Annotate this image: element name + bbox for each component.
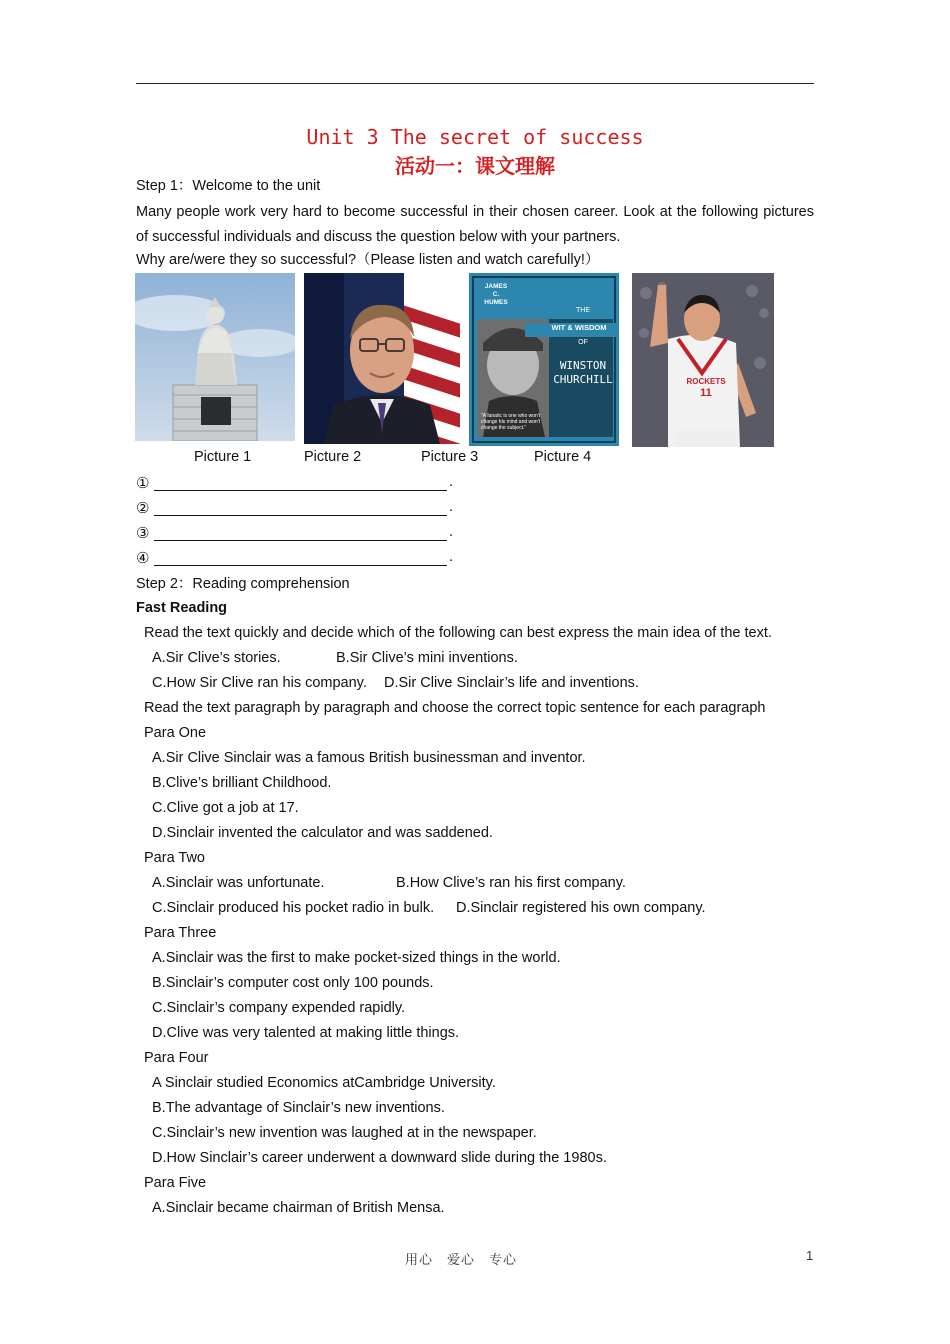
para-three-option-b: B.Sinclair’s computer cost only 100 pounds.	[152, 975, 434, 991]
header-rule	[136, 83, 814, 84]
page-number: 1	[806, 1248, 814, 1263]
activity-title: 活动一：课文理解	[395, 154, 555, 178]
blank-number: ②	[136, 499, 150, 517]
para-four-option-c: C.Sinclair’s new invention was laughed at in the newspaper.	[152, 1125, 537, 1141]
answer-blank-1[interactable]	[136, 474, 454, 496]
para-two-option-d: D.Sinclair registered his own company.	[456, 900, 706, 916]
blank-period: .	[449, 499, 454, 515]
unit-title: Unit 3 The secret of success	[306, 125, 644, 149]
book-quote: "A fanatic is one who won't change his mind and won't change the subject."	[481, 413, 541, 431]
q1-option-a: A.Sir Clive’s stories.	[152, 650, 281, 666]
para-one-label: Para One	[144, 725, 207, 741]
q1-option-c: C.How Sir Clive ran his company.	[152, 675, 367, 691]
answer-blank-4[interactable]	[136, 549, 454, 571]
blank-number: ①	[136, 474, 150, 492]
para-one-option-a: A.Sir Clive Sinclair was a famous British businessman and inventor.	[152, 750, 586, 766]
jersey-team: ROCKETS	[686, 377, 726, 386]
question-2: Read the text paragraph by paragraph and choose the correct topic sentence for each paragraph	[144, 700, 766, 716]
q1-option-b: B.Sir Clive’s mini inventions.	[336, 650, 518, 666]
picture-1-image	[135, 273, 295, 441]
step1-intro: Many people work very hard to become successful in their chosen career. Look at the following pictures of successful individuals and discuss the question below with your partners.	[136, 204, 814, 245]
basketball-player-illustration	[632, 273, 774, 447]
para-three-label: Para Three	[144, 925, 217, 941]
para-one-option-b: B.Clive’s brilliant Childhood.	[152, 775, 332, 791]
book-title-line: WIT & WISDOM	[551, 323, 607, 332]
para-five-option-a: A.Sinclair became chairman of British Mensa.	[152, 1200, 445, 1216]
para-five-label: Para Five	[144, 1175, 207, 1191]
para-three-option-a: A.Sinclair was the first to make pocket-sized things in the world.	[152, 950, 561, 966]
q1-option-d: D.Sir Clive Sinclair’s life and inventions.	[384, 675, 639, 691]
para-four-option-b: B.The advantage of Sinclair’s new inventions.	[152, 1100, 445, 1116]
picture-2-caption: Picture 2	[304, 449, 362, 465]
para-three-option-c: C.Sinclair’s company expended rapidly.	[152, 1000, 406, 1016]
step1-heading: Step 1：Welcome to the unit	[136, 178, 321, 194]
blank-underline[interactable]	[154, 565, 447, 566]
answer-blank-2[interactable]	[136, 499, 454, 521]
question-1: Read the text quickly and decide which of the following can best express the main idea of the text.	[144, 625, 772, 641]
blank-number: ④	[136, 549, 150, 567]
footer-motto: 用心 爱心 专心	[404, 1253, 517, 1268]
fast-reading-heading: Fast Reading	[136, 600, 228, 616]
picture-4-caption: Picture 4	[534, 449, 592, 465]
blank-underline[interactable]	[154, 490, 447, 491]
blank-underline[interactable]	[154, 515, 447, 516]
para-four-option-a: A Sinclair studied Economics atCambridge University.	[152, 1075, 496, 1091]
para-four-option-d: D.How Sinclair’s career underwent a downward slide during the 1980s.	[152, 1150, 607, 1166]
book-author: JAMES C. HUMES	[484, 283, 508, 306]
para-two-option-a: A.Sinclair was unfortunate.	[152, 875, 325, 891]
para-two-option-b: B.How Clive’s ran his first company.	[396, 875, 626, 891]
picture-3-caption: Picture 3	[421, 449, 479, 465]
picture-1-caption: Picture 1	[194, 449, 252, 465]
para-four-label: Para Four	[144, 1050, 209, 1066]
statue-illustration	[135, 273, 295, 441]
blank-underline[interactable]	[154, 540, 447, 541]
portrait-illustration	[304, 273, 460, 444]
para-one-option-d: D.Sinclair invented the calculator and was saddened.	[152, 825, 493, 841]
blank-period: .	[449, 474, 454, 490]
para-two-option-c: C.Sinclair produced his pocket radio in bulk.	[152, 900, 435, 916]
step1-question: Why are/were they so successful?（Please listen and watch carefully!）	[136, 252, 600, 268]
step2-heading: Step 2：Reading comprehension	[136, 576, 350, 592]
para-three-option-d: D.Clive was very talented at making little things.	[152, 1025, 460, 1041]
blank-number: ③	[136, 524, 150, 542]
para-two-label: Para Two	[144, 850, 205, 866]
para-one-option-c: C.Clive got a job at 17.	[152, 800, 299, 816]
jersey-number: 11	[700, 387, 712, 399]
book-subject-name: WINSTON CHURCHILL	[553, 359, 613, 386]
picture-4-image	[632, 273, 774, 447]
blank-period: .	[449, 549, 454, 565]
book-of: OF	[578, 339, 588, 346]
answer-blank-3[interactable]	[136, 524, 454, 546]
blank-period: .	[449, 524, 454, 540]
book-the: THE	[576, 307, 590, 314]
picture-3-image	[469, 273, 619, 446]
picture-2-image	[304, 273, 460, 444]
